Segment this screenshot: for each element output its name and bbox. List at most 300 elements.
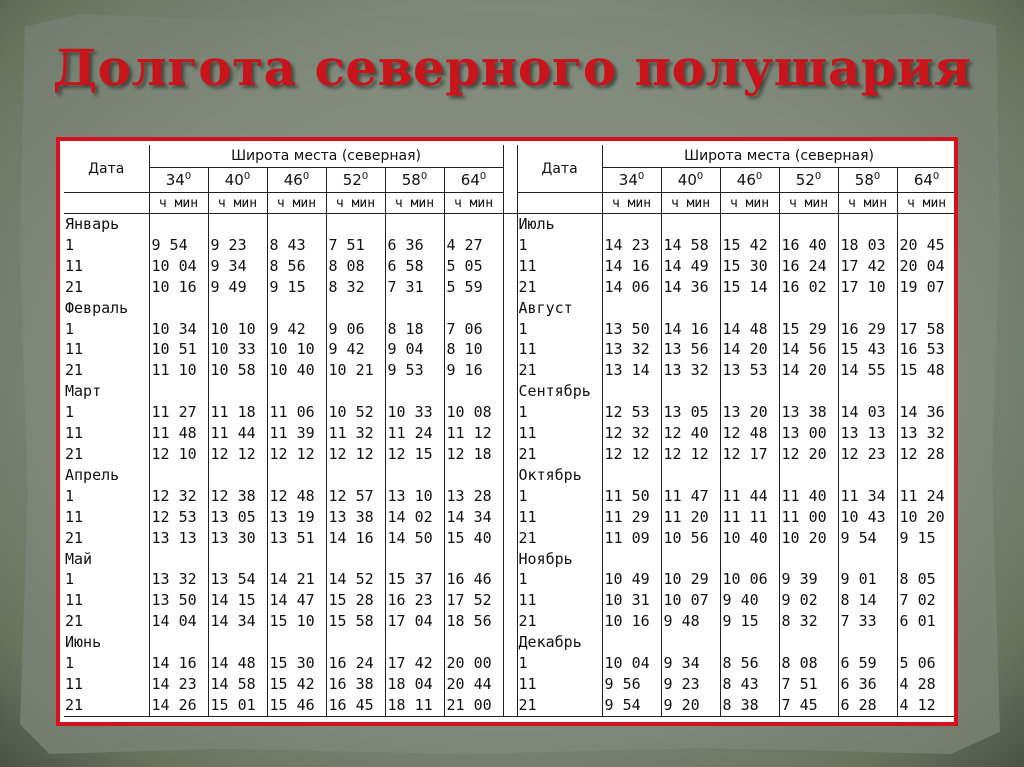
left-date-cell: 1 (64, 402, 149, 423)
right-value-cell (897, 549, 956, 570)
right-date-cell: 1 (517, 653, 602, 674)
right-value-cell: 13 05 (661, 402, 720, 423)
right-value-cell (779, 632, 838, 653)
separator-cell (503, 319, 517, 340)
right-value-cell: 16 40 (779, 235, 838, 256)
right-unit-label: ч мин (779, 193, 838, 214)
right-value-cell (661, 549, 720, 570)
left-value-cell: 16 45 (326, 695, 385, 716)
left-value-cell (326, 214, 385, 235)
table-row (64, 653, 956, 674)
right-value-cell: 10 20 (897, 507, 956, 528)
left-latitude-64 (444, 168, 503, 193)
right-unit-label: ч мин (661, 193, 720, 214)
right-value-cell (720, 298, 779, 319)
left-unit-date-blank (64, 193, 149, 214)
left-value-cell: 8 32 (326, 277, 385, 298)
right-date-cell: Июль (517, 214, 602, 235)
right-value-cell: 12 48 (720, 423, 779, 444)
left-value-cell: 12 10 (149, 444, 208, 465)
right-date-cell: 11 (517, 507, 602, 528)
left-value-cell: 5 59 (444, 277, 503, 298)
right-unit-label: ч мин (897, 193, 956, 214)
right-date-cell: 21 (517, 528, 602, 549)
right-value-cell: 11 44 (720, 486, 779, 507)
right-value-cell: 11 11 (720, 507, 779, 528)
right-value-cell (602, 298, 661, 319)
right-value-cell (720, 632, 779, 653)
left-value-cell (385, 381, 444, 402)
left-value-cell: 13 13 (149, 528, 208, 549)
right-value-cell: 12 23 (838, 444, 897, 465)
right-latitude-52 (779, 168, 838, 193)
left-value-cell: 11 44 (208, 423, 267, 444)
right-value-cell: 13 20 (720, 402, 779, 423)
left-value-cell (267, 298, 326, 319)
table-row (64, 486, 956, 507)
left-value-cell (267, 381, 326, 402)
left-value-cell: 21 00 (444, 695, 503, 716)
left-value-cell (267, 549, 326, 570)
table-row (64, 381, 956, 402)
left-value-cell (149, 632, 208, 653)
right-value-cell: 14 23 (602, 235, 661, 256)
left-value-cell: 8 10 (444, 339, 503, 360)
right-value-cell: 14 49 (661, 256, 720, 277)
separator-cell (503, 486, 517, 507)
left-value-cell: 7 06 (444, 319, 503, 340)
left-value-cell: 12 15 (385, 444, 444, 465)
left-value-cell (444, 465, 503, 486)
left-value-cell: 15 58 (326, 611, 385, 632)
right-value-cell: 12 53 (602, 402, 661, 423)
right-unit-label: ч мин (838, 193, 897, 214)
right-value-cell: 10 49 (602, 569, 661, 590)
left-unit-label: ч мин (385, 193, 444, 214)
left-value-cell: 9 16 (444, 360, 503, 381)
right-latitude-46 (720, 168, 779, 193)
left-value-cell: 11 24 (385, 423, 444, 444)
separator-cell (503, 360, 517, 381)
right-latitude-caption: Широта места (северная) (602, 145, 956, 168)
left-value-cell: 14 34 (208, 611, 267, 632)
left-value-cell (208, 465, 267, 486)
right-value-cell: 16 29 (838, 319, 897, 340)
right-value-cell (897, 214, 956, 235)
right-value-cell (720, 214, 779, 235)
table-row (64, 528, 956, 549)
right-unit-label: ч мин (720, 193, 779, 214)
right-value-cell: 7 33 (838, 611, 897, 632)
left-value-cell: 8 56 (267, 256, 326, 277)
right-latitude-40 (661, 168, 720, 193)
left-value-cell: 18 56 (444, 611, 503, 632)
latitude-value: 58 (854, 171, 874, 189)
degree-sign: 0 (932, 171, 940, 182)
latitude-value: 52 (795, 171, 815, 189)
separator-cell (503, 590, 517, 611)
degree-sign: 0 (637, 171, 645, 182)
right-value-cell: 9 40 (720, 590, 779, 611)
left-value-cell: 16 24 (326, 653, 385, 674)
left-latitude-40 (208, 168, 267, 193)
right-value-cell: 6 01 (897, 611, 956, 632)
left-value-cell: 11 06 (267, 402, 326, 423)
right-value-cell: 9 20 (661, 695, 720, 716)
right-value-cell: 12 12 (602, 444, 661, 465)
column-separator (503, 145, 517, 214)
right-value-cell (897, 381, 956, 402)
separator-cell (503, 214, 517, 235)
left-value-cell: 15 01 (208, 695, 267, 716)
separator-cell (503, 298, 517, 319)
right-value-cell: 16 24 (779, 256, 838, 277)
left-value-cell: 8 43 (267, 235, 326, 256)
right-value-cell: 7 45 (779, 695, 838, 716)
left-date-cell: 11 (64, 339, 149, 360)
left-date-cell: 21 (64, 695, 149, 716)
left-value-cell: 6 36 (385, 235, 444, 256)
left-value-cell: 12 12 (326, 444, 385, 465)
left-value-cell: 12 48 (267, 486, 326, 507)
table-row (64, 214, 956, 235)
left-value-cell: 9 06 (326, 319, 385, 340)
table-row (64, 402, 956, 423)
left-value-cell: 11 32 (326, 423, 385, 444)
separator-cell (503, 695, 517, 716)
right-value-cell: 16 53 (897, 339, 956, 360)
right-date-cell: 1 (517, 402, 602, 423)
separator-cell (503, 674, 517, 695)
right-value-cell: 10 56 (661, 528, 720, 549)
left-value-cell: 8 08 (326, 256, 385, 277)
left-value-cell: 15 30 (267, 653, 326, 674)
right-value-cell (661, 298, 720, 319)
left-value-cell: 9 04 (385, 339, 444, 360)
left-value-cell: 7 51 (326, 235, 385, 256)
right-value-cell: 20 45 (897, 235, 956, 256)
right-date-cell: 11 (517, 674, 602, 695)
degree-sign: 0 (302, 171, 310, 182)
table-row (64, 695, 956, 716)
right-value-cell: 15 30 (720, 256, 779, 277)
right-value-cell (661, 632, 720, 653)
left-value-cell: 15 37 (385, 569, 444, 590)
left-value-cell: 13 05 (208, 507, 267, 528)
latitude-value: 34 (618, 171, 638, 189)
left-value-cell: 13 19 (267, 507, 326, 528)
left-value-cell (326, 381, 385, 402)
right-value-cell: 13 00 (779, 423, 838, 444)
right-date-cell: 11 (517, 423, 602, 444)
right-value-cell: 6 36 (838, 674, 897, 695)
left-value-cell: 12 32 (149, 486, 208, 507)
left-date-cell: 21 (64, 528, 149, 549)
right-value-cell: 8 14 (838, 590, 897, 611)
table-row (64, 423, 956, 444)
left-value-cell: 11 39 (267, 423, 326, 444)
left-value-cell: 10 51 (149, 339, 208, 360)
right-value-cell: 6 59 (838, 653, 897, 674)
right-value-cell: 10 16 (602, 611, 661, 632)
right-value-cell: 11 24 (897, 486, 956, 507)
separator-cell (503, 402, 517, 423)
right-value-cell (602, 381, 661, 402)
right-value-cell: 10 43 (838, 507, 897, 528)
right-value-cell: 11 40 (779, 486, 838, 507)
left-value-cell: 11 10 (149, 360, 208, 381)
left-value-cell (385, 549, 444, 570)
right-value-cell: 14 56 (779, 339, 838, 360)
left-value-cell (267, 465, 326, 486)
left-value-cell: 12 38 (208, 486, 267, 507)
right-value-cell (838, 298, 897, 319)
separator-cell (503, 465, 517, 486)
right-value-cell: 19 07 (897, 277, 956, 298)
right-value-cell (897, 465, 956, 486)
left-date-cell: Январь (64, 214, 149, 235)
latitude-value: 64 (913, 171, 933, 189)
left-unit-label: ч мин (267, 193, 326, 214)
left-value-cell: 15 46 (267, 695, 326, 716)
left-value-cell: 16 38 (326, 674, 385, 695)
left-value-cell: 14 02 (385, 507, 444, 528)
right-value-cell: 13 32 (897, 423, 956, 444)
left-value-cell (208, 549, 267, 570)
left-value-cell: 13 32 (149, 569, 208, 590)
right-date-cell: Октябрь (517, 465, 602, 486)
left-value-cell: 17 04 (385, 611, 444, 632)
right-value-cell: 11 20 (661, 507, 720, 528)
left-date-cell: 21 (64, 277, 149, 298)
left-date-cell: 11 (64, 256, 149, 277)
right-value-cell: 15 48 (897, 360, 956, 381)
left-value-cell: 14 21 (267, 569, 326, 590)
left-value-cell: 9 53 (385, 360, 444, 381)
left-value-cell: 13 50 (149, 590, 208, 611)
left-value-cell: 14 04 (149, 611, 208, 632)
table-row (64, 507, 956, 528)
left-value-cell: 11 48 (149, 423, 208, 444)
right-value-cell: 15 43 (838, 339, 897, 360)
left-value-cell (208, 381, 267, 402)
right-value-cell: 14 55 (838, 360, 897, 381)
right-value-cell (838, 465, 897, 486)
right-value-cell: 12 40 (661, 423, 720, 444)
right-value-cell (720, 381, 779, 402)
left-value-cell: 11 12 (444, 423, 503, 444)
right-value-cell: 5 06 (897, 653, 956, 674)
right-value-cell: 17 10 (838, 277, 897, 298)
left-value-cell: 14 16 (326, 528, 385, 549)
separator-cell (503, 569, 517, 590)
left-date-cell: 1 (64, 653, 149, 674)
left-value-cell: 9 49 (208, 277, 267, 298)
right-latitude-64 (897, 168, 956, 193)
table-row (64, 444, 956, 465)
left-latitude-46 (267, 168, 326, 193)
right-value-cell: 13 13 (838, 423, 897, 444)
left-value-cell: 14 15 (208, 590, 267, 611)
latitude-value: 46 (736, 171, 756, 189)
right-value-cell: 7 51 (779, 674, 838, 695)
right-value-cell: 16 02 (779, 277, 838, 298)
right-value-cell (661, 465, 720, 486)
right-value-cell: 15 29 (779, 319, 838, 340)
table-row (64, 465, 956, 486)
right-value-cell (838, 549, 897, 570)
right-value-cell: 9 54 (838, 528, 897, 549)
right-value-cell: 14 58 (661, 235, 720, 256)
degree-sign: 0 (184, 171, 192, 182)
left-value-cell: 13 30 (208, 528, 267, 549)
right-date-cell: Декабрь (517, 632, 602, 653)
separator-cell (503, 256, 517, 277)
right-date-cell: Ноябрь (517, 549, 602, 570)
left-value-cell: 10 10 (208, 319, 267, 340)
left-value-cell: 5 05 (444, 256, 503, 277)
right-value-cell (779, 214, 838, 235)
separator-cell (503, 632, 517, 653)
right-value-cell (779, 381, 838, 402)
left-value-cell: 9 23 (208, 235, 267, 256)
left-value-cell: 11 18 (208, 402, 267, 423)
right-value-cell (897, 298, 956, 319)
left-value-cell: 10 16 (149, 277, 208, 298)
latitude-value: 34 (165, 171, 185, 189)
right-date-header: Дата (517, 145, 602, 193)
left-value-cell: 14 23 (149, 674, 208, 695)
left-value-cell: 12 12 (208, 444, 267, 465)
right-value-cell: 14 36 (661, 277, 720, 298)
right-date-cell: 21 (517, 277, 602, 298)
left-value-cell: 20 00 (444, 653, 503, 674)
right-latitude-58 (838, 168, 897, 193)
left-value-cell (385, 298, 444, 319)
right-value-cell: 8 38 (720, 695, 779, 716)
table-row (64, 360, 956, 381)
table-header (64, 145, 956, 214)
left-value-cell: 15 28 (326, 590, 385, 611)
left-value-cell (149, 381, 208, 402)
left-value-cell: 14 58 (208, 674, 267, 695)
right-value-cell: 10 31 (602, 590, 661, 611)
left-date-cell: 11 (64, 423, 149, 444)
left-value-cell: 15 40 (444, 528, 503, 549)
right-value-cell (779, 549, 838, 570)
left-value-cell: 9 34 (208, 256, 267, 277)
right-value-cell: 10 06 (720, 569, 779, 590)
left-value-cell: 13 54 (208, 569, 267, 590)
right-value-cell: 12 12 (661, 444, 720, 465)
right-value-cell: 11 29 (602, 507, 661, 528)
degree-sign: 0 (420, 171, 428, 182)
left-date-cell: Апрель (64, 465, 149, 486)
right-date-cell: 1 (517, 486, 602, 507)
left-value-cell: 14 16 (149, 653, 208, 674)
right-value-cell: 14 36 (897, 402, 956, 423)
right-value-cell: 14 20 (720, 339, 779, 360)
right-value-cell: 11 34 (838, 486, 897, 507)
separator-cell (503, 528, 517, 549)
left-date-cell: 11 (64, 590, 149, 611)
separator-cell (503, 277, 517, 298)
right-value-cell: 17 58 (897, 319, 956, 340)
right-value-cell (661, 214, 720, 235)
latitude-value: 52 (342, 171, 362, 189)
degree-sign: 0 (243, 171, 251, 182)
right-value-cell (602, 465, 661, 486)
table-row (64, 569, 956, 590)
right-value-cell (602, 549, 661, 570)
table-row (64, 549, 956, 570)
left-value-cell: 10 33 (208, 339, 267, 360)
right-value-cell: 15 14 (720, 277, 779, 298)
right-date-cell: Август (517, 298, 602, 319)
left-value-cell (444, 298, 503, 319)
left-unit-label: ч мин (208, 193, 267, 214)
degree-sign: 0 (873, 171, 881, 182)
table-row (64, 339, 956, 360)
left-value-cell: 7 31 (385, 277, 444, 298)
right-value-cell: 9 48 (661, 611, 720, 632)
left-value-cell (444, 381, 503, 402)
right-value-cell (838, 214, 897, 235)
left-value-cell (326, 298, 385, 319)
left-value-cell (149, 298, 208, 319)
left-value-cell: 14 52 (326, 569, 385, 590)
right-value-cell: 14 16 (661, 319, 720, 340)
degree-sign: 0 (696, 171, 704, 182)
left-value-cell: 10 21 (326, 360, 385, 381)
right-date-cell: 1 (517, 569, 602, 590)
right-value-cell: 6 28 (838, 695, 897, 716)
right-value-cell: 9 23 (661, 674, 720, 695)
left-value-cell (149, 465, 208, 486)
left-value-cell: 12 12 (267, 444, 326, 465)
left-value-cell: 13 28 (444, 486, 503, 507)
left-value-cell: 14 34 (444, 507, 503, 528)
right-date-cell: 11 (517, 256, 602, 277)
left-date-cell: Март (64, 381, 149, 402)
left-value-cell: 20 44 (444, 674, 503, 695)
right-value-cell: 9 15 (897, 528, 956, 549)
left-value-cell: 16 46 (444, 569, 503, 590)
left-value-cell (326, 632, 385, 653)
left-value-cell: 14 48 (208, 653, 267, 674)
left-date-cell: Июнь (64, 632, 149, 653)
left-value-cell: 8 18 (385, 319, 444, 340)
left-latitude-52 (326, 168, 385, 193)
right-value-cell: 9 54 (602, 695, 661, 716)
left-value-cell (267, 632, 326, 653)
table-row (64, 319, 956, 340)
right-value-cell: 10 04 (602, 653, 661, 674)
table-row (64, 256, 956, 277)
right-value-cell: 9 02 (779, 590, 838, 611)
right-value-cell: 8 08 (779, 653, 838, 674)
right-value-cell: 8 05 (897, 569, 956, 590)
right-value-cell (720, 549, 779, 570)
right-value-cell: 14 03 (838, 402, 897, 423)
right-date-cell: 11 (517, 590, 602, 611)
left-value-cell: 10 33 (385, 402, 444, 423)
left-latitude-58 (385, 168, 444, 193)
right-value-cell: 13 38 (779, 402, 838, 423)
right-value-cell (661, 381, 720, 402)
left-value-cell: 13 51 (267, 528, 326, 549)
right-value-cell: 13 50 (602, 319, 661, 340)
